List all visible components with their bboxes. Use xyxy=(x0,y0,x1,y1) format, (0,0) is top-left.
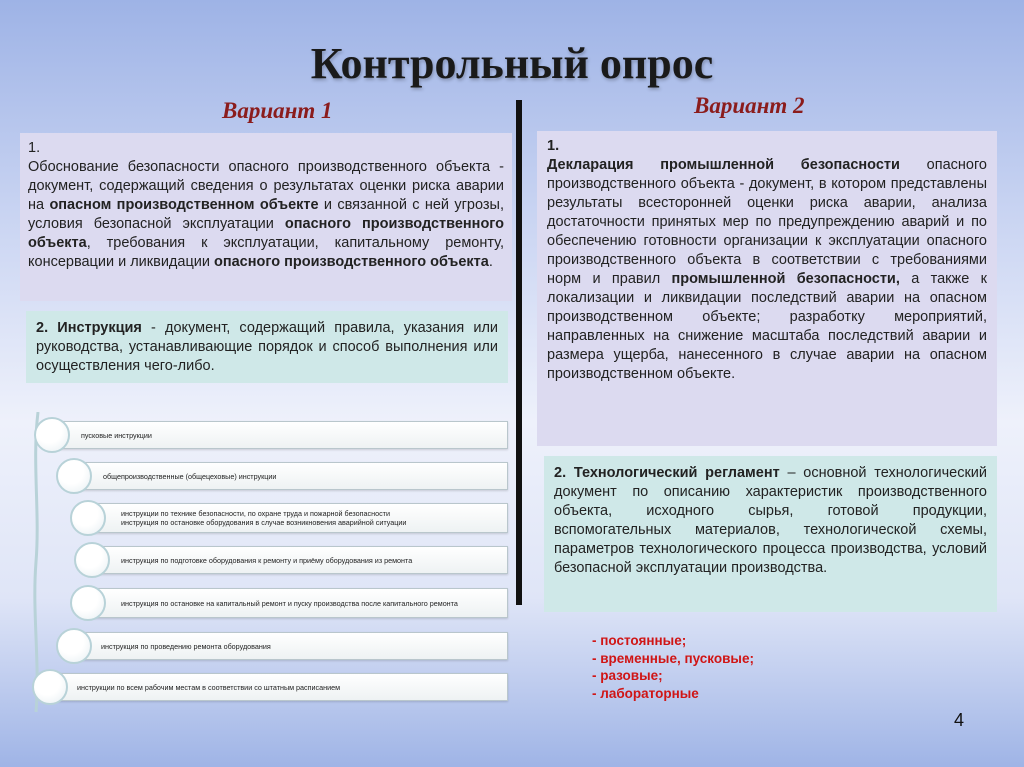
process-step: инструкции по всем рабочим местам в соответствии со штатным расписанием xyxy=(46,673,508,701)
process-spine xyxy=(30,412,42,712)
process-step: пусковые инструкции xyxy=(50,421,508,449)
process-step: инструкции по технике безопасности, по охране труда и пожарной безопасности инструкция по остановке оборудования в случае возникновения аварийной ситуации xyxy=(90,503,508,533)
variant-1-box-2 xyxy=(26,311,508,383)
variant-2-box-2 xyxy=(544,456,997,612)
step-marker xyxy=(70,500,106,536)
process-step: инструкция по проведению ремонта оборудования xyxy=(70,632,508,660)
variant-2-label: Вариант 2 xyxy=(694,93,805,118)
box-text: 2. Технологический регламент – основной технологический документ по описанию характеристик производственного объекта, исходного сырья, готовой продукции, вспомогательных материалов, технологической схемы, параметров технологического процесса производства, условий безопасной эксплуатации производства. xyxy=(554,465,987,576)
list-item: - постоянные; xyxy=(592,633,687,648)
step-marker xyxy=(74,542,110,578)
process-step: инструкция по остановке на капитальный ремонт и пуску производства после капитального ремонта xyxy=(90,588,508,618)
box-text: 2. Инструкция - документ, содержащий правила, указания или руководства, устанавливающие порядок и способ выполнения или осуществления чего-либо. xyxy=(36,320,499,374)
box-number: 1. xyxy=(547,138,560,154)
step-marker xyxy=(56,628,92,664)
page-title: Контрольный опрос xyxy=(310,39,714,88)
process-step: общепроизводственные (общецеховые) инструкции xyxy=(72,462,508,490)
box-text: Обоснование безопасности опасного производственного объекта - документ, содержащий сведения о результатах оценки риска аварии на опасном производственном объекте и связанной с ней угрозы, условия безопасной эксплуатации опасного производственного объекта, требования к эксплуатации, капитальному ремонту, консервации и ликвидации опасного производственного объекта. xyxy=(28,159,505,270)
list-item: - лабораторные xyxy=(592,685,699,701)
column-divider xyxy=(516,100,522,605)
regulation-types-list xyxy=(592,632,754,702)
step-marker xyxy=(34,417,70,453)
list-item: - временные, пусковые; xyxy=(592,650,754,666)
list-item: - разовые; xyxy=(592,668,663,683)
step-marker xyxy=(32,669,68,705)
variant-1-label: Вариант 1 xyxy=(222,98,333,123)
step-marker xyxy=(70,585,106,621)
variant-1-box-1 xyxy=(20,133,512,301)
step-marker xyxy=(56,458,92,494)
page-number: 4 xyxy=(954,710,965,730)
process-step: инструкция по подготовке оборудования к ремонту и приёму оборудования из ремонта xyxy=(90,546,508,574)
box-number: 1. xyxy=(28,140,41,156)
variant-2-box-1 xyxy=(537,131,997,446)
box-text: Декларация промышленной безопасности опасного производственного объекта - документ, в котором представлены результаты всесторонней оценки риска аварии, анализа достаточности принятых мер по предупреждению аварий и по обеспечению готовности организации к эксплуатации опасного производственного объекта в соответствии с требованиями норм и правил промышленной безопасности, а также к локализации и ликвидации последствий аварии на опасном производственном объекте; разработку мероприятий, направленных на снижение масштаба последствий аварии и размера ущерба, нанесенного в случае аварии на опасном производственном объекте. xyxy=(547,157,987,382)
